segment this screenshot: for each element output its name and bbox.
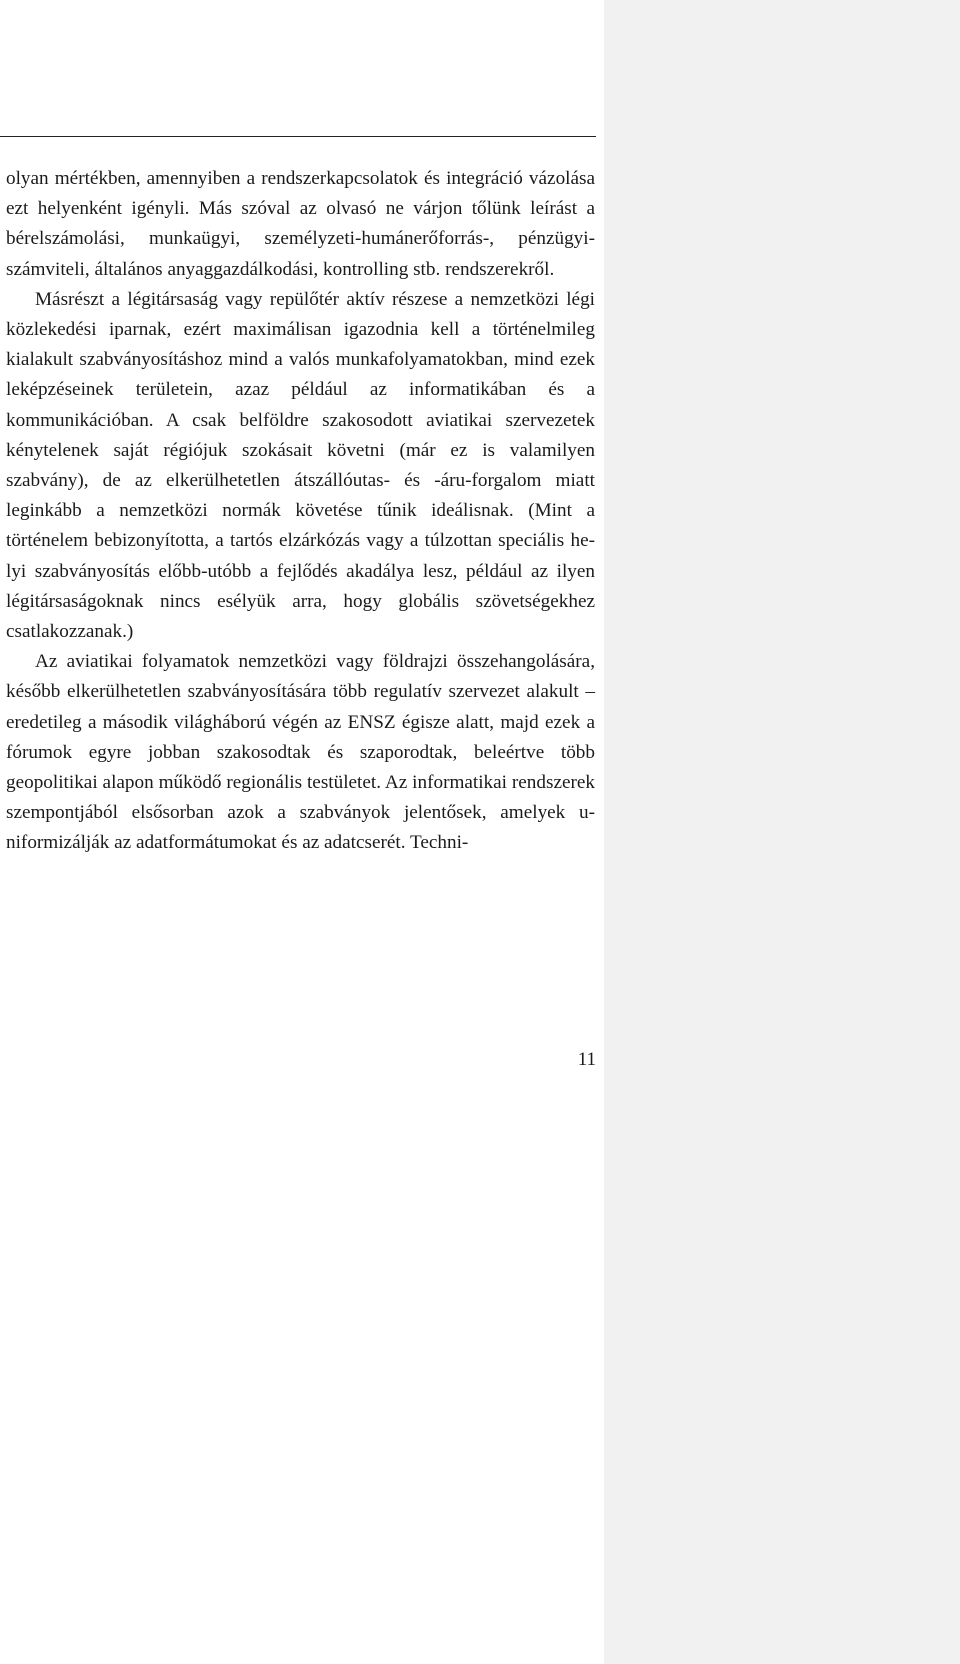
paragraph-2: Másrészt a légitársaság vagy repülőtér aktív részese a nemzetközi légi közlekedési iparnak, ezért maximálisan igazodnia kell a történelmileg kialakult szabványosításhoz mind a valós munkafolyamatokban, mind ezek leképzéseinek területein, azaz például az informatikában és a kommunikációban. A csak belföldre szakosodott aviatikai szervezetek kénytelenek saját régiójuk szokásait követni (már ez is valamilyen szabvány), de az elkerülhetetlen átszállóutas- és -áru-forgalom miatt leginkább a nemzetközi normák követése tűnik ideálisnak. (Mint a történelem bebizonyította, a tartós elzárkózás vagy a túlzottan speciális helyi szabványosítás előbb-utóbb a fejlődés akadálya lesz, például az ilyen légitársaságoknak nincs esélyük arra, hogy globális szövetségekhez csatlakozzanak.) xyxy=(6,288,595,643)
body-text xyxy=(6,164,595,859)
comment-margin-pane xyxy=(604,0,960,1664)
paragraph-1: olyan mértékben, amennyiben a rendszerkapcsolatok és integráció vázolása ezt helyenként igényli. Más szóval az olvasó ne várjon tőlünk leírást a bérelszámolási, munkaügyi, személyzeti-humánerőforrás-, pénzügyi-számviteli, általános anyaggazdálkodási, kontrolling stb. rendszerekről. xyxy=(6,168,595,280)
header-rule xyxy=(0,136,596,137)
paragraph-3: Az aviatikai folyamatok nemzetközi vagy földrajzi összehangolására, később elkerülhetetlen szabványosítására több regulatív szervezet alakult – eredetileg a második világháború végén az ENSZ égisze alatt, majd ezek a fórumok egyre jobban szakosodtak és szaporodtak, beleértve több geopolitikai alapon működő regionális testületet. Az informatikai rendszerek szempontjából elsősorban azok a szabványok jelentősek, amelyek uniformizálják az adatformátumokat és az adatcserét. Techni- xyxy=(6,651,595,854)
page-number: 11 xyxy=(577,1049,596,1070)
